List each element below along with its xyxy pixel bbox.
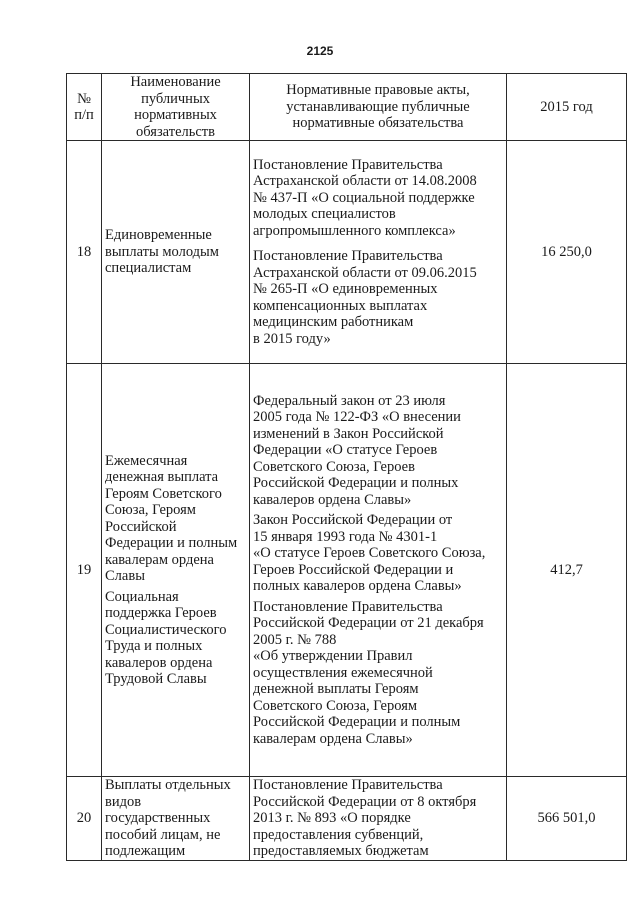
row-name-text: Единовременные выплаты молодым специалистам (105, 227, 219, 277)
row-value: 412,7 (507, 364, 627, 777)
row-number: 18 (67, 141, 102, 364)
act-text: Постановление Правительства Российской Федерации от 8 октября 2013 г. № 893 «О порядке предоставления субвенций, предоставляемых бюджетам (253, 777, 477, 859)
header-name: Наименование публичных нормативных обязательств (102, 74, 250, 141)
row-acts (250, 777, 507, 861)
row-value: 566 501,0 (507, 777, 627, 861)
spacer (253, 239, 503, 248)
row-name (102, 364, 250, 777)
act-text: Постановление Правительства Астраханской области от 14.08.2008 № 437-П «О социальной поддержке молодых специалистов агропромышленного комплекса» (253, 156, 477, 239)
row-number: 20 (67, 777, 102, 861)
row-name (102, 141, 250, 364)
obligations-table (66, 73, 627, 861)
row-acts (250, 364, 507, 777)
row-name-text: Социальная поддержка Героев Социалистического Труда и полных кавалеров ордена Трудовой Славы (105, 588, 227, 687)
row-name-text: Выплаты отдельных видов государственных пособий лицам, не подлежащим (105, 777, 231, 859)
act-text: Постановление Правительства Астраханской области от 09.06.2015 № 265-П «О единовременных компенсационных выплатах медицинским работникам в 2015 году» (253, 248, 477, 347)
row-acts (250, 141, 507, 364)
act-text: Постановление Правительства Российской Федерации от 21 декабря 2005 г. № 788 «Об утверждении Правил осуществления ежемесячной денежной выплаты Героям Советского Союза, Героям Российской Федерации и полным кавалерам ордена Славы» (253, 598, 484, 747)
act-text: Закон Российской Федерации от 15 января 1993 года № 4301-1 «О статусе Героев Советского Союза, Героев Российской Федерации и полных кавалеров ордена Славы» (253, 512, 486, 595)
header-num: № п/п (67, 74, 102, 141)
row-name-text: Ежемесячная денежная выплата Героям Советского Союза, Героям Российской Федерации и полным кавалерам ордена Славы (105, 452, 238, 584)
page-number: 2125 (306, 44, 334, 58)
row-name (102, 777, 250, 861)
table-row (67, 364, 627, 777)
table-row (67, 141, 627, 364)
table-row (67, 777, 627, 861)
table-header-row (67, 74, 627, 141)
header-year: 2015 год (507, 74, 627, 141)
row-number: 19 (67, 364, 102, 777)
row-value: 16 250,0 (507, 141, 627, 364)
header-acts: Нормативные правовые акты, устанавливающие публичные нормативные обязательства (250, 74, 507, 141)
act-text: Федеральный закон от 23 июля 2005 года № 122-ФЗ «О внесении изменений в Закон Российской Федерации «О статусе Героев Советского Союза, Героев Российской Федерации и полных кавалеров ордена Славы» (253, 392, 461, 508)
